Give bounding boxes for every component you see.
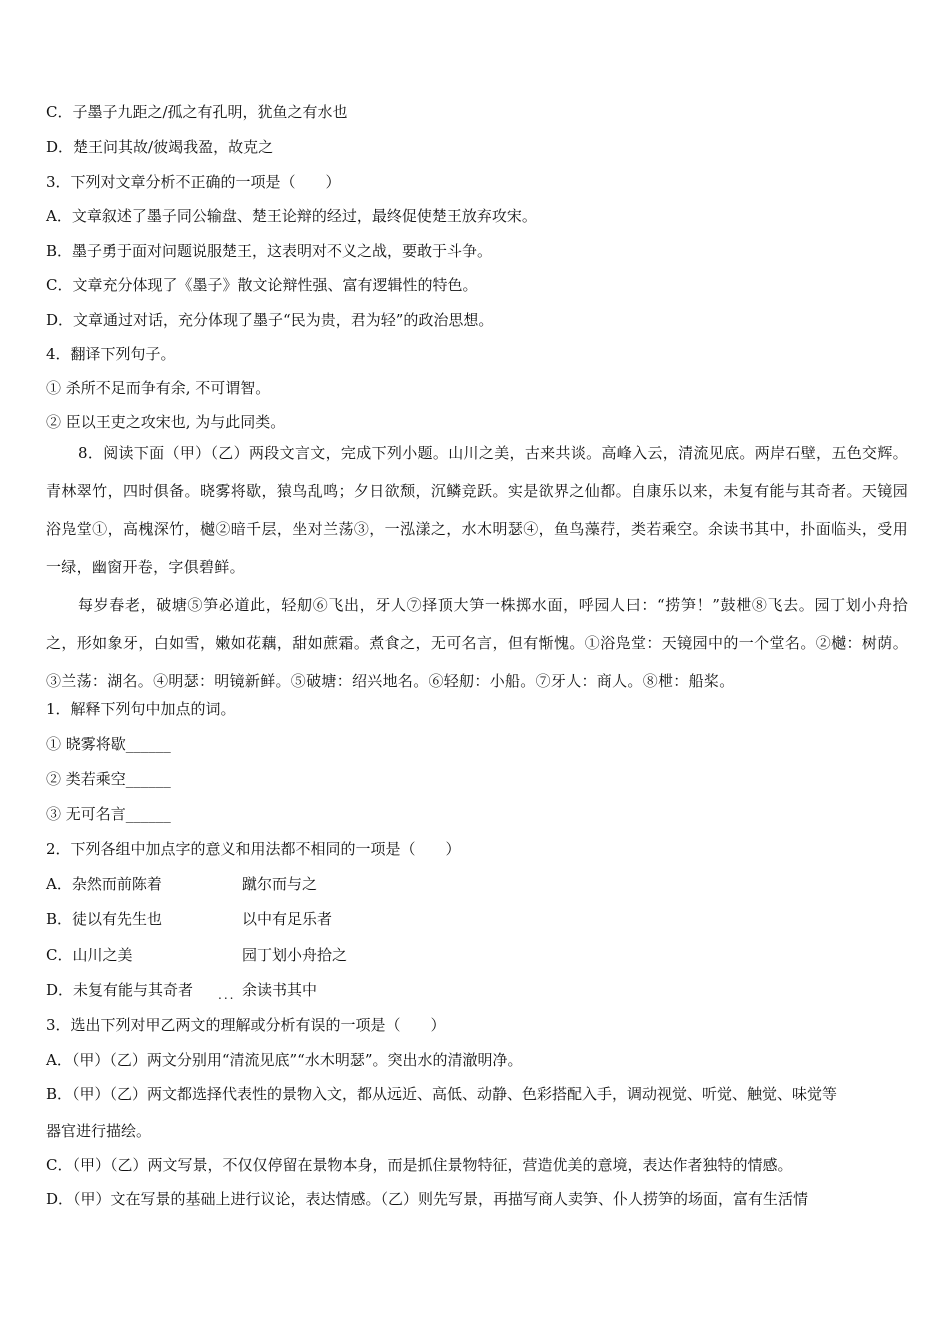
q3b-option-c: C．（甲）（乙）两文写景，不仅仅停留在景物本身，而是抓住景物特征，营造优美的意境，表达作者独特的情感。	[46, 1156, 793, 1174]
q3b-option-d: D．（甲）文在写景的基础上进行议论，表达情感。（乙）则先写景，再描写商人卖笋、仆人捞笋的场面，富有生活情	[46, 1190, 809, 1208]
q2-option-d-right: 余读书其中	[242, 981, 318, 999]
q2-option-b-left: B．徒以有先生也	[46, 910, 163, 928]
q3b-option-b-line1: B．（甲）（乙）两文都选择代表性的景物入文，都从远近、高低、动静、色彩搭配入手，调动视觉、听觉、触觉、味觉等	[46, 1085, 838, 1103]
q2-option-c-left: C．山川之美	[46, 946, 133, 964]
q2-option-a-right: 蹴尔而与之	[242, 875, 318, 893]
q3b-option-a: A．（甲）（乙）两文分别用“清流见底”“水木明瑟”。突出水的清澈明净。	[46, 1051, 523, 1069]
q2-stem: 2．下列各组中加点字的意义和用法都不相同的一项是（ ）	[46, 840, 461, 858]
q4-stem: 4．翻译下列句子。	[46, 345, 176, 363]
q2-option-d-left: D．未复有能与其奇者	[46, 981, 194, 999]
emphasis-dots: ...	[218, 988, 236, 1002]
q1-stem: 1．解释下列句中加点的词。	[46, 700, 236, 718]
q3b-option-b-line2: 器官进行描绘。	[46, 1122, 152, 1140]
q1-item-3: ③ 无可名言______	[46, 805, 171, 823]
prev-option-c: C．子墨子九距之/孤之有孔明，犹鱼之有水也	[46, 103, 348, 121]
q3-option-c: C．文章充分体现了《墨子》散文论辩性强、富有逻辑性的特色。	[46, 276, 478, 294]
q1-item-2: ② 类若乘空______	[46, 770, 171, 788]
q2-option-c-right: 园丁划小舟拾之	[242, 946, 348, 964]
q2-option-a-left: A．杂然而前陈着	[46, 875, 162, 893]
passage-paragraph-1: 8．阅读下面（甲）（乙）两段文言文，完成下列小题。山川之美，古来共谈。高峰入云，清流见底。两岸石壁，五色交辉。青林翠竹，四时俱备。晓雾将歇，猿鸟乱鸣；夕日欲颓，沉鳞竞跃。实是欲界之仙都。自康乐以来，未复有能与其奇者。天镜园浴凫堂①，高槐深竹，樾②暗千层，坐对兰荡③，一泓漾之，水木明瑟④，鱼鸟藻荇，类若乘空。余读书其中，扑面临头，受用一绿，幽窗开卷，字俱碧鲜。	[46, 444, 908, 576]
q2-option-a	[46, 873, 162, 895]
q4-sentence-1: ① 杀所不足而争有余, 不可谓智。	[46, 379, 271, 397]
q3b-stem: 3．选出下列对甲乙两文的理解或分析有误的一项是（ ）	[46, 1016, 446, 1034]
q3-stem: 3．下列对文章分析不正确的一项是（ ）	[46, 173, 341, 191]
q1-item-1: ① 晓雾将歇______	[46, 735, 171, 753]
q3-option-b: B．墨子勇于面对问题说服楚王，这表明对不义之战，要敢于斗争。	[46, 242, 493, 260]
passage	[46, 434, 908, 700]
passage-paragraph-2: 每岁春老，破塘⑤笋必道此，轻舠⑥飞出，牙人⑦择顶大笋一株掷水面，呼园人曰：“捞笋！”鼓枻⑧飞去。园丁划小舟拾之，形如象牙，白如雪，嫩如花藕，甜如蔗霜。煮食之，无可名言，但有惭愧。①浴凫堂：天镜园中的一个堂名。②樾：树荫。③兰荡：湖名。④明瑟：明镜新鲜。⑤破塘：绍兴地名。⑥轻舠：小船。⑦牙人：商人。⑧枻：船桨。	[46, 596, 908, 690]
prev-option-d: D．楚王问其故/彼竭我盈，故克之	[46, 138, 274, 156]
q4-sentence-2: ② 臣以王吏之攻宋也, 为与此同类。	[46, 413, 286, 431]
q3-option-a: A．文章叙述了墨子同公输盘、楚王论辩的经过，最终促使楚王放弃攻宋。	[46, 207, 537, 225]
q3-option-d: D．文章通过对话，充分体现了墨子“民为贵，君为轻”的政治思想。	[46, 311, 494, 329]
q2-option-b-right: 以中有足乐者	[242, 910, 333, 928]
